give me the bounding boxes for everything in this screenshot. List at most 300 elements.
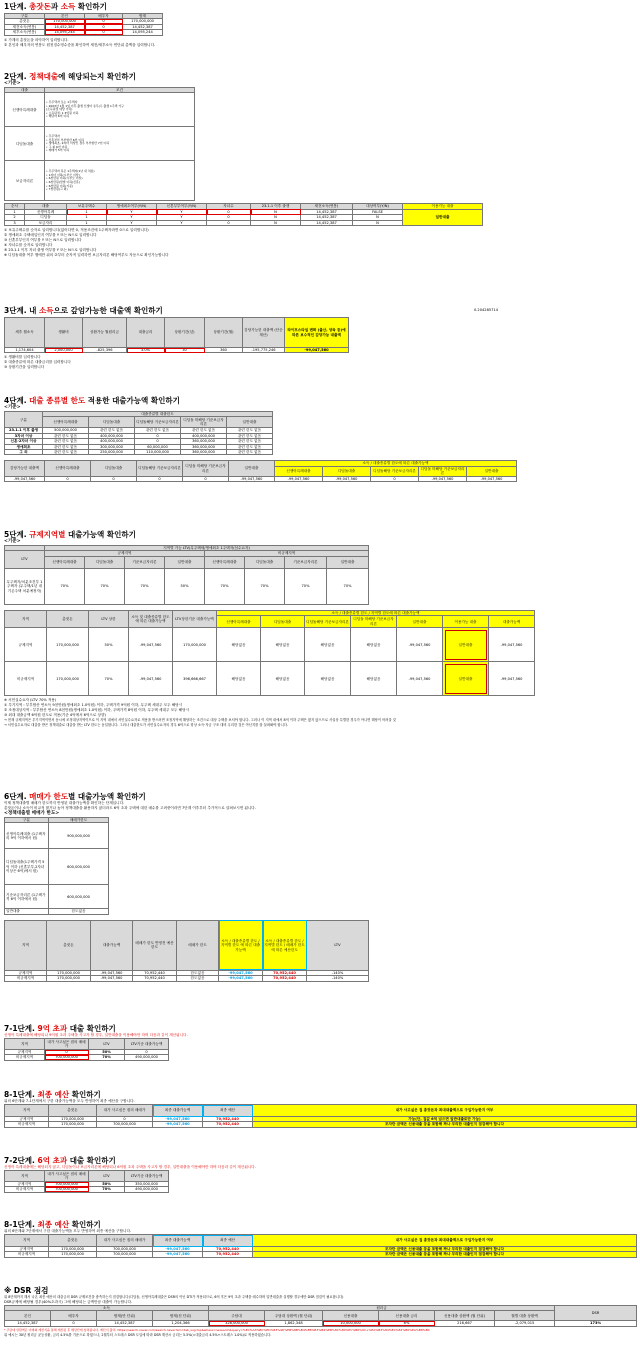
dsr-desc-2: DSR규제에 해당될 경우(40%초과시) 그에 해당되는 금액만큼 대출이 가능합니다. <box>4 1300 133 1304</box>
s5-t2-s4: 일반대출 <box>397 616 443 628</box>
dsr-h1: 배우자 <box>51 1311 97 1321</box>
s6-r1c0: 비규제지역 <box>5 976 47 981</box>
s2-r1c1: 디딤돌 <box>25 215 67 220</box>
s4-r4c5: 관련 한도 없음 <box>227 450 273 455</box>
s1-note-2: ② 본인과 배우자의 연봉도 원천징수영수증을 확인하여 세전/세후소득 연단위 총액을 입력합니다. <box>4 42 156 47</box>
dsr-section <box>4 1286 636 1338</box>
dsr-c0: 14,452,387 <box>5 1321 51 1326</box>
dsr-table <box>4 1305 637 1327</box>
s2-r1c6: N <box>251 215 301 220</box>
s2-r0c0: 1 <box>5 209 25 214</box>
s5-r0c5: 해당없음 <box>217 628 261 662</box>
s5-r0c6: 해당없음 <box>261 628 305 662</box>
s4-r1c0: 3자녀 이상 <box>5 433 43 438</box>
s4-t2-h1: 신생아특례대출 <box>45 461 91 476</box>
s2-r1c5: 0 <box>207 215 251 220</box>
s1-aftertax-spouse[interactable]: 0 <box>85 30 123 35</box>
s6-h4: 매매가 한도 <box>177 920 219 970</box>
s6-h3: 매매가 한도 반영전 예산한도 <box>133 920 177 970</box>
s5-t2-s0: 신생아특례대출 <box>217 616 261 628</box>
dsr-note-2: 위 예시는 30년 원리금 균등상환, 금리 4.5%를 기준으로 하였으나, 2월부터 스트레스 DSR 도입에 따라 DSR 계산시 금리는 5.5%(=대출금리 4.5%+스트레스 1.0%)로 적용하였습니다. <box>4 1332 272 1337</box>
s71-price-input-reg[interactable]: 0 <box>45 1050 89 1055</box>
s6-sub-label: <정책대출별 매매가 한도> <box>4 811 60 816</box>
s1-pretax-self[interactable]: 14,452,387 <box>45 24 85 29</box>
step4-section <box>4 396 636 482</box>
s5-r1c7: 해당없음 <box>305 662 351 696</box>
s81-r0c3: -99,047,560 <box>153 1117 203 1122</box>
s6-r0c0: 규제지역 <box>5 970 47 975</box>
s3-h1: 생활비 <box>45 318 83 348</box>
s2-r1c2: 1 <box>67 215 107 220</box>
s6-lim-h1: 매매가한도 <box>49 818 109 823</box>
s5-t2-s5: 이용가능 대출 <box>443 616 489 628</box>
s4-r1c5: 관련 한도 없음 <box>227 433 273 438</box>
s81-r0c4: 70,952,440 <box>203 1117 253 1122</box>
s6-lim-r0c0: 신생아특례대출 (1주택자의 9억 이하에서 원) <box>5 823 49 849</box>
s5-ltv-v3: 50% <box>165 568 205 604</box>
s71-r1c3: 490,000,000 <box>125 1055 169 1060</box>
s82-table <box>4 1234 637 1258</box>
s4-r1c4: 400,000,000 <box>181 433 227 438</box>
step1-section <box>4 2 636 48</box>
step6-title: 6단계. 매매가 한도별 대출가능액 확인하기 <box>4 792 146 801</box>
s5-t2-s3: 디딤돌 미해당 기준보금자리론 <box>351 616 397 628</box>
s1-savings-self[interactable]: 170,000,000 <box>45 19 85 24</box>
s5-ltv-h0: LTV <box>5 551 45 568</box>
s2-cond-name-1: 디딤돌대출 <box>5 127 45 161</box>
s72-h3: LTV기준 대출가능액 <box>125 1171 169 1182</box>
s82-r1c4: 70,952,440 <box>203 1252 253 1257</box>
s6-lim-r0c1: 900,000,000 <box>49 823 109 849</box>
s2-r2c8: N <box>353 220 403 225</box>
s2-th5: 자녀수 <box>207 204 251 209</box>
s1-note-1: ① 가계의 총잣돈을 파악하여 입력합니다. <box>4 37 69 42</box>
s82-r1c3: -99,047,560 <box>153 1252 203 1257</box>
s2-r2c0: 3 <box>5 220 25 225</box>
s6-r0c6: 70,952,440 <box>263 970 307 975</box>
s3-note-3: ③ 상환기간을 입력합니다 <box>4 365 45 370</box>
dsr-title: ※ DSR 점검 <box>4 1286 49 1295</box>
step8-1b-title: 8-1단계. 최종 예산 확인하기 <box>4 1220 101 1229</box>
s81-r1c2: 700,000,000 <box>97 1122 153 1127</box>
s72-h2: LTV <box>89 1171 125 1182</box>
s5-ltv-table <box>4 545 369 605</box>
s72-r1c0: 비규제지역 <box>5 1187 45 1192</box>
s5-r1c0: 비규제지역 <box>5 662 47 696</box>
s2-note-2: ② 생애최초 주택매입인지 여부를 Y 또는 N으로 입력합니다 <box>4 233 97 238</box>
s2-newlywed-input[interactable]: Y <box>157 209 207 214</box>
s4-t2-c4: 0 <box>183 476 229 481</box>
s2-r2c5: 0 <box>207 220 251 225</box>
s72-desc: 신생아 특례대출에는 해당되지 않고, 디딤돌이나 보금자리론에 해당되나 6억원 초과 주택을 사고자 할 경우, 일반대출을 이용해야만 하며 다음과 같이 계산됩니다. <box>4 1165 256 1169</box>
s4-criteria-label: <기준> <box>4 405 21 410</box>
s5-ltv-v2: 70% <box>125 568 165 604</box>
dsr-h5: 주담대 상환액 (월 단위) <box>265 1311 323 1321</box>
s82-r1c0: 비규제지역 <box>5 1252 49 1257</box>
s4-h1: 신생아특례대출 <box>43 417 89 428</box>
s6-price-limit-table <box>4 817 109 915</box>
s2-th0: 순서 <box>5 204 25 209</box>
s4-h3: 디딤돌해당 기준보금자리론 <box>135 417 181 428</box>
s5-r0c2: 50% <box>89 628 129 662</box>
s4-t2-y5: 일반대출 <box>467 466 517 476</box>
s5-note-3: ③ 최대 대출금액 6억원 한도로 적용(기준 4억에서 6억으로 상향) <box>4 713 106 718</box>
s2-cond-lines-0: • 무주택자 또는 1주택자 • 2023년 1월 1일 이후 출생 신생아 유무(두 출생 1주택 가구 (소득판정 대상 가족) • 소득판정: 1.3억원 이하 • 해당아 6억 이하 <box>45 93 195 127</box>
s4-r3c2: 300,000,000 <box>89 444 135 449</box>
s4-t2-c0: -99,047,560 <box>5 476 45 481</box>
s2-th8: 대상여부(Y/N) <box>353 204 403 209</box>
s4-h0: 구분 <box>5 412 43 428</box>
dsr-note-1: * 주담대 상환액은 아래의 계산식을 통해 계산된 후 해당칸에 입력됩니다. 계산식 출처: https://search.naver.com/search.naver?sm=tab_sug.top&where=nexearch&query=%EC%A3%BC%ED%83%9D%EB%8B%B4%EB%B3%B4%EB%8C%80%EC%B6%9C+%EA%B3%84%EC%82%B0%EA%B8%B0 <box>4 1327 430 1332</box>
s1-pretax-spouse[interactable]: 0 <box>85 24 123 29</box>
dsr-h2: 합계(만 단위) <box>97 1311 153 1321</box>
s5-ltv-h7: 기준보금자리론 <box>285 556 327 568</box>
dsr-c8: 216,667 <box>435 1321 495 1326</box>
s2-r1c7: 14,452,387 <box>301 215 353 220</box>
s4-r4c2: 250,000,000 <box>89 450 135 455</box>
s72-r1c2: 70% <box>89 1187 125 1192</box>
s4-limit-table <box>4 411 273 455</box>
s5-criteria-label: <기준> <box>4 539 21 544</box>
s3-h2: 상환가능 월원리금 <box>83 318 127 348</box>
s4-h2: 디딤돌대출 <box>89 417 135 428</box>
s1-aftertax-self[interactable]: 14,095,244 <box>45 30 85 35</box>
s72-table <box>4 1170 169 1193</box>
s4-t2-h4: 디딤돌 미해당 기준보금자리론 <box>183 461 229 476</box>
s2-cond-name-2: 보금자리론 <box>5 161 45 201</box>
s2-note-4: ④ 자녀수를 숫자로 입력합니다 <box>4 243 53 248</box>
s71-desc: 신생아 특례대출에 해당되나 9억원 초과 주택을 사고자 할 경우, 일반대출을 이용해야만 하며 다음과 같이 계산됩니다. <box>4 1033 188 1037</box>
s2-r0c1: 신생아특례 <box>25 209 67 214</box>
s6-r0c7: -140% <box>307 970 369 975</box>
s2-r1c3: Y <box>107 215 157 220</box>
step7-2-title: 7-2단계. 6억 초과 대출 확인하기 <box>4 1156 116 1165</box>
dsr-c2: 14,452,387 <box>97 1321 153 1326</box>
s2-eligibility-table <box>4 203 483 226</box>
s4-r3c0: 생애최초 <box>5 444 43 449</box>
s2-ch0: 대출 <box>5 88 45 93</box>
s5-t2-s6: 대출가능액 <box>489 616 535 628</box>
s82-desc: 위의 6단계와 7단계에서 구한 대출가능액을 모두 반영하여 최종 예산을 구합니다. <box>4 1229 132 1233</box>
s5-ltv-v7: 70% <box>327 568 369 604</box>
s1-h2: 배우자 <box>85 14 123 19</box>
s6-lim-r1c0: 디딤돌대출(1주택가격 5억 이하 (신혼부부,2자녀 이상은 6억)에서 원) <box>5 849 49 885</box>
s2-r0c8: FALSE <box>353 209 403 214</box>
s4-t2-c8: 0 <box>371 476 419 481</box>
s82-h5: 내가 사고싶은 집 총잣돈과 최대대출액으로 구입가능한지 여부 <box>253 1235 637 1247</box>
step5-title: 5단계. 규제지역별 대출가능액 확인하기 <box>4 530 136 539</box>
s2-r2c3: Y <box>107 220 157 225</box>
s81-r1c1: 170,000,000 <box>49 1122 97 1127</box>
s6-h1: 총잣돈 <box>47 920 91 970</box>
step1-title: 1단계. 총잣돈과 소득 확인하기 <box>4 2 107 11</box>
s4-t2-c2: 0 <box>91 476 137 481</box>
s5-ltv-reg: 규제지역 <box>45 551 205 556</box>
s5-note-0: ※ 서민실수요자 (LTV 70% 적용) <box>4 698 57 703</box>
s3-living-cost-input[interactable]: 2,000,000 <box>45 348 83 353</box>
s82-h3: 최종 대출가능액 <box>153 1235 203 1247</box>
s3-years-input[interactable]: 30 <box>165 348 205 353</box>
s5-ltv-rowlabel: 무주택자/처분조건부 1주택자 (무주택/1년 내 기존주택 처분예정자) <box>5 568 45 604</box>
s81-r1c5: 모자란 금액은 신용대출 등을 포함해 짜나 무리한 대출인지 점검해야 합니다 <box>253 1122 637 1127</box>
dsr-h8: 신용대출 상환액 (월 단위) <box>435 1311 495 1321</box>
s6-lim-r1c1: 600,000,000 <box>49 849 109 885</box>
s4-t2-h2: 디딤돌대출 <box>91 461 137 476</box>
s4-r0c5: 관련 한도 없음 <box>227 428 273 433</box>
s2-note-6: ※ 디딤돌대출 여부 행에만 위의 ②부터 순자적 입력하면 보금자리론 해당여부도 자동으로 확인가능합니다 <box>4 253 169 258</box>
s71-r0c3: 0 <box>125 1050 169 1055</box>
s71-r1c2: 70% <box>89 1055 125 1060</box>
s5-r1c11: -99,047,560 <box>489 662 535 696</box>
s2-r1c4: Y <box>157 215 207 220</box>
s4-r2c5: 관련 한도 없음 <box>227 439 273 444</box>
dsr-c1: 0 <box>51 1321 97 1326</box>
s82-h4: 최종 예산 <box>203 1235 253 1247</box>
s4-t2-c9: -99,047,560 <box>419 476 467 481</box>
s82-r0c5: 모자란 금액은 신용대출 등을 포함해 짜나 무리한 대출인지 점검해야 합니다 <box>253 1247 637 1252</box>
step3-title: 3단계. 내 소득으로 갚엄가능한 대출액 확인하기 <box>4 306 163 315</box>
s81-h0: 지역 <box>5 1105 49 1117</box>
s3-note-1: ① 생활비를 입력합니다 <box>4 355 41 360</box>
s5-r0c0: 규제지역 <box>5 628 47 662</box>
s5-ltv-h1: 신생아특례대출 <box>45 556 85 568</box>
s6-r0c5: -99,047,560 <box>219 970 263 975</box>
s4-r4c3: 110,000,000 <box>135 450 181 455</box>
s2-r2c7: 14,452,387 <box>301 220 353 225</box>
s4-r2c2: 400,000,000 <box>89 439 135 444</box>
s2-houses-input[interactable]: 1 <box>67 209 107 214</box>
s1-r0c0: 총잣돈 <box>5 19 45 24</box>
s6-r1c6: 70,952,440 <box>263 976 307 981</box>
s2-children-input[interactable]: 0 <box>207 209 251 214</box>
s5-r1c2: 70% <box>89 662 129 696</box>
s5-note-5: → 서민실수요자로 대출을 받은 정책대출로 대출을 받는 LTV 한도는 동일합니다. 그러나 대출한도가 서민실수요자의 경우 6억으로 항상 소득·자금 구조 대비 무리한 것은 아닌지를 잘 살펴봐야 합니다. <box>4 723 289 728</box>
step6-section <box>4 792 636 982</box>
s3-h7: 라이프스타일 변화 (출산, 양육 등)에 따른 보수적인 감당가능 대출액 <box>285 318 349 348</box>
step2-section <box>4 72 636 258</box>
s4-t2-c3: 0 <box>137 476 183 481</box>
s81-r1c3: -99,047,560 <box>153 1122 203 1127</box>
step4-title: 4단계. 대출 종류별 한도 적용한 대출가능액 확인하기 <box>4 396 180 405</box>
s1-r0c3: 170,000,000 <box>123 19 163 24</box>
s5-r0c1: 170,000,000 <box>47 628 89 662</box>
s1-h0: 구분 <box>5 14 45 19</box>
s5-r1c6: 해당없음 <box>261 662 305 696</box>
s6-r0c4: 한도없음 <box>177 970 219 975</box>
s2-r1c0: 2 <box>5 215 25 220</box>
s5-t2-s1: 디딤돌대출 <box>261 616 305 628</box>
s3-h0: 세후 월소득 <box>5 318 45 348</box>
s81-r1c4: 70,952,440 <box>203 1122 253 1127</box>
s3-note-2: ② 대출종류에 따른 대출금리를 입력합니다 <box>4 360 71 365</box>
s5-ltv-v5: 70% <box>245 568 285 604</box>
s6-r0c3: 70,952,440 <box>133 970 177 975</box>
s4-t2-y1: 신생아특례대출 <box>275 466 323 476</box>
s81-r0c0: 규제지역 <box>5 1117 49 1122</box>
s6-lim-r2c0: 기준보금자리론 (1주택가격 6억 이하에서 원) <box>5 885 49 909</box>
s72-price-input-nonreg[interactable]: 700,000,000 <box>45 1187 89 1192</box>
s81-r0c5: 가능(단, 집값 6억 넘으면 일반대출로만 가능) <box>253 1117 637 1122</box>
s4-t2-c1: 0 <box>45 476 91 481</box>
s2-th6: 23.1.1 이후 출생 <box>251 204 301 209</box>
s72-h1: 내가 사고싶은 집의 매매가 <box>45 1171 89 1182</box>
s81-r0c1: 170,000,000 <box>49 1117 97 1122</box>
s2-cond-lines-2: • 무주택자 혹은 1주택자(1년 내 처분) • 1자녀 이하(시부모 이상) • 6천만원 이하(시부모 이상) • 6천만원(맞벌 이하(신혼) • 6천만원 이하(기준) • 7천만원(그 외) <box>45 161 195 201</box>
s72-r0c0: 규제지역 <box>5 1182 45 1187</box>
s3-simple-amount: -195,775,246 <box>243 348 285 353</box>
s82-r0c2: 700,000,000 <box>97 1247 153 1252</box>
s5-note-4: → 현재 규제지역은 투기지역이면서 동시에 조정대상지역이므로 이 지역 내에서 서민실수요자로 적용을 받으려면 조정지역에 해당하는 조건으로 대상 주택을 보셔야 합니다. 그러나 이 지역 내에서 8억 이하 주택은 많지 않으므로 사실상 특별한 경우가 아니면 해당이 어려울 것 <box>4 718 396 723</box>
dsr-h0: 본인 <box>5 1311 51 1321</box>
s6-lim-h0: 구분 <box>5 818 49 823</box>
s81-h3: 최종 대출가능액 <box>153 1105 203 1117</box>
s6-r0c2: -99,047,560 <box>91 970 133 975</box>
s72-r0c2: 50% <box>89 1182 125 1187</box>
s4-amount-table <box>4 460 517 482</box>
s81-h1: 총잣돈 <box>49 1105 97 1117</box>
s5-ltv-h6: 디딤돌대출 <box>245 556 285 568</box>
s4-r3c5: 관련 한도 없음 <box>227 444 273 449</box>
s2-conditions-table <box>4 87 195 201</box>
step8-1a-title: 8-1단계. 최종 예산 확인하기 <box>4 1090 101 1099</box>
s4-t2-c5: -99,047,560 <box>229 476 275 481</box>
s6-r1c3: 70,952,440 <box>133 976 177 981</box>
s1-savings-spouse[interactable]: 0 <box>85 19 123 24</box>
s2-cond-name-0: 신생아특례대출 <box>5 93 45 127</box>
s4-r0c2: 관련 한도 없음 <box>89 428 135 433</box>
s72-price-input-reg[interactable]: 700,000,000 <box>45 1182 89 1187</box>
s2-r2c6: N <box>251 220 301 225</box>
s72-r0c3: 350,000,000 <box>125 1182 169 1187</box>
step3-table <box>4 317 349 353</box>
s81-r1c0: 비규제지역 <box>5 1122 49 1127</box>
s6-desc-1: 이제 정책대출별 매매가 한도까지 반영된 대출가능액을 확인하는 단계입니다. <box>4 801 125 805</box>
s4-r1c1: 관련 한도 없음 <box>43 433 89 438</box>
s6-r1c5: -99,047,560 <box>219 976 263 981</box>
s1-r2c0: 세후소득(연봉) <box>5 30 45 35</box>
s5-ltv-nonreg: 비규제지역 <box>205 551 369 556</box>
s4-r0c4: 관련 한도 없음 <box>181 428 227 433</box>
s4-r3c4: 360,000,000 <box>181 444 227 449</box>
s5-t2-s2: 디딤돌해당 기준보금자리론 <box>305 616 351 628</box>
s4-r0c1: 500,000,000 <box>43 428 89 433</box>
s5-ltv-h4: 일반대출 <box>165 556 205 568</box>
s5-ltv-h2: 디딤돌대출 <box>85 556 125 568</box>
s2-birth-input[interactable]: N <box>251 209 301 214</box>
s5-amount-table <box>4 610 535 696</box>
s5-t2-h2: LTV 상한 <box>89 610 129 627</box>
s71-price-input-nonreg[interactable]: 700,000,000 <box>45 1055 89 1060</box>
s4-h4: 디딤돌 미해당 기준보금자리론 <box>181 417 227 428</box>
s4-t2-yheader: 소득 / 대출종류별 한도에 따른 대출가능액 <box>275 461 517 466</box>
s4-t2-c6: -99,047,560 <box>275 476 323 481</box>
s82-h1: 총잣돈 <box>49 1235 97 1247</box>
s81-h2: 내가 사고싶은 집의 매매가 <box>97 1105 153 1117</box>
step7-1-section <box>4 1024 636 1061</box>
s4-h5: 일반대출 <box>227 417 273 428</box>
s5-r1c4: 396,666,667 <box>173 662 217 696</box>
s4-top-header: 대출종류별 대출한도 <box>43 412 273 417</box>
s4-r0c3: 관련 한도 없음 <box>135 428 181 433</box>
s1-r1c3: 14,452,387 <box>123 24 163 29</box>
s4-r2c1: 관련 한도 없음 <box>43 439 89 444</box>
s3-rate-input[interactable]: 3.0% <box>127 348 165 353</box>
s3-h5: 상환기간(월) <box>205 318 243 348</box>
s6-h2: 대출가능액 <box>91 920 133 970</box>
s5-r0c7: 해당없음 <box>305 628 351 662</box>
dsr-credit-rate-input[interactable]: 6% <box>379 1321 435 1326</box>
s4-t2-y4: 디딤돌 미해당 기준보금자리론 <box>419 466 467 476</box>
s4-t2-y2: 디딤돌대출 <box>323 466 371 476</box>
s4-r3c1: 관련 한도 없음 <box>43 444 89 449</box>
s5-r0c11: -99,047,560 <box>489 628 535 662</box>
s2-available-loan: 일반대출 <box>403 209 483 225</box>
s82-r1c2: 700,000,000 <box>97 1252 153 1257</box>
s5-ltv-h5: 신생아특례대출 <box>205 556 245 568</box>
s5-note-1: ① 투기지역 : 부부합산 연소득 9천만원(생애최초 1.0억원) 이하, 주택가격 9억원 이하, 무주택 세대주 모두 해당시 <box>4 703 183 708</box>
s4-r1c2: 400,000,000 <box>89 433 135 438</box>
s71-h2: LTV <box>89 1039 125 1050</box>
dsr-credit-loan-input[interactable]: 10,000,000 <box>323 1321 379 1326</box>
dsr-mortgage-input[interactable]: 328,000,000 <box>209 1321 265 1326</box>
s4-t2-c10: -99,047,560 <box>467 476 517 481</box>
s5-t2-h1: 총잣돈 <box>47 610 89 627</box>
s82-r0c4: 70,952,440 <box>203 1247 253 1252</box>
s2-r2c1: 보금자리 <box>25 220 67 225</box>
s5-t2-h3: 소득 및 대출종류별 한도에 따른 대출가능액 <box>129 610 173 627</box>
s82-r1c5: 모자란 금액은 신용대출 등을 포함해 짜나 무리한 대출인지 점검해야 합니다 <box>253 1252 637 1257</box>
s3-h6: 감당가능한 대출액 (단순계산) <box>243 318 285 348</box>
s71-r0c0: 규제지역 <box>5 1050 45 1055</box>
s71-r1c0: 비규제지역 <box>5 1055 45 1060</box>
s1-h1: 본인 <box>45 14 85 19</box>
s2-th4: 신혼부부여부(Y/N) <box>157 204 207 209</box>
dsr-c3: 1,204,366 <box>153 1321 209 1326</box>
step1-table <box>4 13 163 36</box>
s3-ratio: 0.204285714 <box>474 308 499 312</box>
s5-r1c5: 해당없음 <box>217 662 261 696</box>
s4-r4c0: 그 외 <box>5 450 43 455</box>
step7-2-section <box>4 1156 636 1193</box>
s5-r0c9: -99,047,560 <box>397 628 443 662</box>
step7-1-title: 7-1단계. 9억 초과 대출 확인하기 <box>4 1024 116 1033</box>
s6-r1c7: -140% <box>307 976 369 981</box>
s5-t2-h4: LTV상한기준 대출가능액 <box>173 610 217 627</box>
s4-r2c3: 0 <box>135 439 181 444</box>
s3-months: 360 <box>205 348 243 353</box>
s5-t2-h0: 지역 <box>5 610 47 627</box>
s5-r0-loan-type: 일반대출 <box>443 628 489 662</box>
dsr-c5: 1,862,348 <box>265 1321 323 1326</box>
s6-lim-r3c0: 일반대출 <box>5 909 49 914</box>
dsr-h3: 합계(천 단위) <box>153 1311 209 1321</box>
s5-r0c8: 해당없음 <box>351 628 397 662</box>
s82-r0c1: 170,000,000 <box>49 1247 97 1252</box>
s5-r1c1: 170,000,000 <box>47 662 89 696</box>
s5-t2-yheader: 소득 / 대출종류별 한도 / 지역별 한도에 따른 대출가능액 <box>217 610 535 615</box>
s5-r0c3: -99,047,560 <box>129 628 173 662</box>
dsr-h4: 주담대 <box>209 1311 265 1321</box>
s71-r0c2: 50% <box>89 1050 125 1055</box>
s3-h3: 대출금리 <box>127 318 165 348</box>
s5-r0c4: 170,000,000 <box>173 628 217 662</box>
s82-h2: 내가 사고싶은 집의 매매가 <box>97 1235 153 1247</box>
s6-lim-r3c1: 한도없음 <box>49 909 109 914</box>
s2-th9: 이용가능 대출 <box>403 204 483 209</box>
s6-h7: LTV <box>307 920 369 970</box>
s5-r1c3: -99,047,560 <box>129 662 173 696</box>
s2-first-buyer-input[interactable]: Y <box>107 209 157 214</box>
